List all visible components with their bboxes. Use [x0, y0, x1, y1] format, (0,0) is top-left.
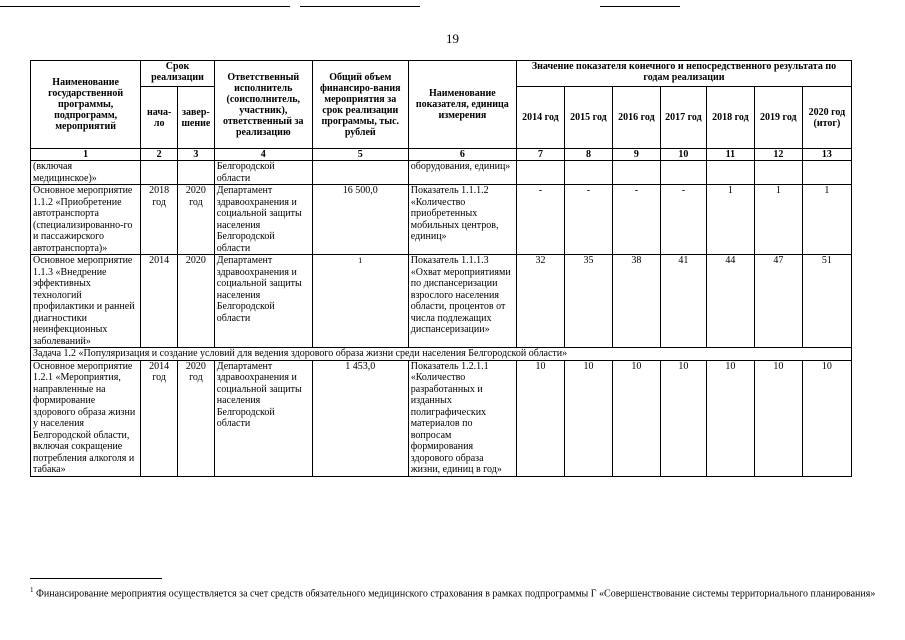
cell-value: 1: [754, 185, 802, 255]
table-row: [31, 360, 852, 476]
cell-volume: [312, 255, 408, 348]
header-year-2016: 2016 год: [612, 87, 660, 149]
cell-start: 2014: [141, 255, 178, 348]
cell-empty: [660, 161, 706, 185]
col-num: 2: [141, 149, 178, 161]
cell-value: 10: [802, 360, 851, 476]
cell-empty: [564, 161, 612, 185]
header-end: завер-шение: [178, 87, 215, 149]
cell-value: 1: [706, 185, 754, 255]
col-num: 11: [706, 149, 754, 161]
col-num: 9: [612, 149, 660, 161]
cell-value: 35: [564, 255, 612, 348]
header-start: нача-ло: [141, 87, 178, 149]
header-responsible: Ответственный исполнитель (соисполнитель, участник), ответственный за реализацию: [214, 61, 312, 149]
cell-value: 10: [706, 360, 754, 476]
cell-end: 2020 год: [178, 185, 215, 255]
table-row: [31, 185, 852, 255]
cell-value: 44: [706, 255, 754, 348]
header-name: Наименование государственной программы, подпрограмм, мероприятий: [31, 61, 141, 149]
cell-value: 1: [802, 185, 851, 255]
top-rule-right: [600, 6, 680, 7]
page-number: 19: [446, 31, 459, 46]
cell-value: 32: [516, 255, 564, 348]
footnote-mark: 1: [30, 586, 34, 594]
cell-empty: [802, 161, 851, 185]
cell-value: 10: [516, 360, 564, 476]
col-num: 4: [214, 149, 312, 161]
footnote-divider: [30, 578, 162, 579]
col-num: 8: [564, 149, 612, 161]
cell-end: 2020: [178, 255, 215, 348]
cell-name: Основное мероприятие 1.2.1 «Мероприятия, направленные на формирование здорового образа жизни у населения Белгородской области, включая сокращение потребления алкоголя и табака»: [31, 360, 141, 476]
cell-value: 41: [660, 255, 706, 348]
header-year-2020: 2020 год (итог): [802, 87, 851, 149]
cell-empty: [312, 161, 408, 185]
footnote-text: Финансирование мероприятия осуществляется за счет средств обязательного медицинского страхования в рамках подпрограммы Г «Совершенствование системы территориального планирования»: [36, 588, 876, 600]
cell-indicator: оборудования, единиц»: [408, 161, 516, 185]
column-number-row: [31, 149, 852, 161]
task-title: Задача 1.2 «Популяризация и создание условий для ведения здорового образа жизни среди населения Белгородской области»: [31, 348, 852, 361]
top-rule-left: [0, 6, 290, 7]
cell-empty: [516, 161, 564, 185]
cell-value: 10: [564, 360, 612, 476]
cell-empty: [178, 161, 215, 185]
footnote: [30, 584, 890, 600]
col-num: 12: [754, 149, 802, 161]
cell-responsible: Белгородской области: [214, 161, 312, 185]
cell-indicator: Показатель 1.1.1.3 «Охват мероприятиями по диспансеризации взрослого населения области, процентов от числа подлежащих диспансеризации»: [408, 255, 516, 348]
header-row-1: [31, 61, 852, 87]
task-row: [31, 348, 852, 361]
cell-value: 10: [660, 360, 706, 476]
cell-empty: [754, 161, 802, 185]
cell-name: Основное мероприятие 1.1.2 «Приобретение автотранспорта (специализированно-го и пассажирского автотранспорта)»: [31, 185, 141, 255]
cell-volume: 16 500,0: [312, 185, 408, 255]
top-rule-mid: [300, 6, 420, 7]
col-num: 1: [31, 149, 141, 161]
header-values-group: Значение показателя конечного и непосредственного результата по годам реализации: [516, 61, 851, 87]
cell-indicator: Показатель 1.1.1.2 «Количество приобретенных мобильных центров, единиц»: [408, 185, 516, 255]
cell-value: 38: [612, 255, 660, 348]
cell-empty: [706, 161, 754, 185]
cell-value: 51: [802, 255, 851, 348]
header-year-2019: 2019 год: [754, 87, 802, 149]
header-year-2014: 2014 год: [516, 87, 564, 149]
col-num: 6: [408, 149, 516, 161]
cell-empty: [612, 161, 660, 185]
cell-start: 2014 год: [141, 360, 178, 476]
cell-value: -: [564, 185, 612, 255]
header-year-2015: 2015 год: [564, 87, 612, 149]
cell-value: -: [516, 185, 564, 255]
program-table: [30, 60, 852, 477]
cell-indicator: Показатель 1.2.1.1 «Количество разработанных и изданных полиграфических материалов по вопросам формирования здорового образа жизни, единиц в год»: [408, 360, 516, 476]
col-num: 13: [802, 149, 851, 161]
cell-start: 2018 год: [141, 185, 178, 255]
cell-value: -: [660, 185, 706, 255]
col-num: 3: [178, 149, 215, 161]
col-num: 5: [312, 149, 408, 161]
cell-value: 10: [612, 360, 660, 476]
header-indicator: Наименование показателя, единица измерения: [408, 61, 516, 149]
cell-name: Основное мероприятие 1.1.3 «Внедрение эффективных технологий профилактики и ранней диагностики неинфекционных заболеваний»: [31, 255, 141, 348]
header-year-2017: 2017 год: [660, 87, 706, 149]
continuation-row: [31, 161, 852, 185]
cell-responsible: Департамент здравоохранения и социальной защиты населения Белгородской области: [214, 185, 312, 255]
cell-value: 47: [754, 255, 802, 348]
col-num: 7: [516, 149, 564, 161]
cell-responsible: Департамент здравоохранения и социальной защиты населения Белгородской области: [214, 360, 312, 476]
header-year-2018: 2018 год: [706, 87, 754, 149]
cell-value: 10: [754, 360, 802, 476]
header-term: Срок реализации: [141, 61, 215, 87]
cell-volume: 1 453,0: [312, 360, 408, 476]
cell-empty: [141, 161, 178, 185]
cell-end: 2020 год: [178, 360, 215, 476]
cell-responsible: Департамент здравоохранения и социальной защиты населения Белгородской области: [214, 255, 312, 348]
footnote-ref: 1: [358, 256, 363, 265]
col-num: 10: [660, 149, 706, 161]
cell-name: (включая медицинское)»: [31, 161, 141, 185]
table-row: [31, 255, 852, 348]
header-volume: Общий объем финансиро-вания мероприятия за срок реализации программы, тыс. рублей: [312, 61, 408, 149]
cell-value: -: [612, 185, 660, 255]
